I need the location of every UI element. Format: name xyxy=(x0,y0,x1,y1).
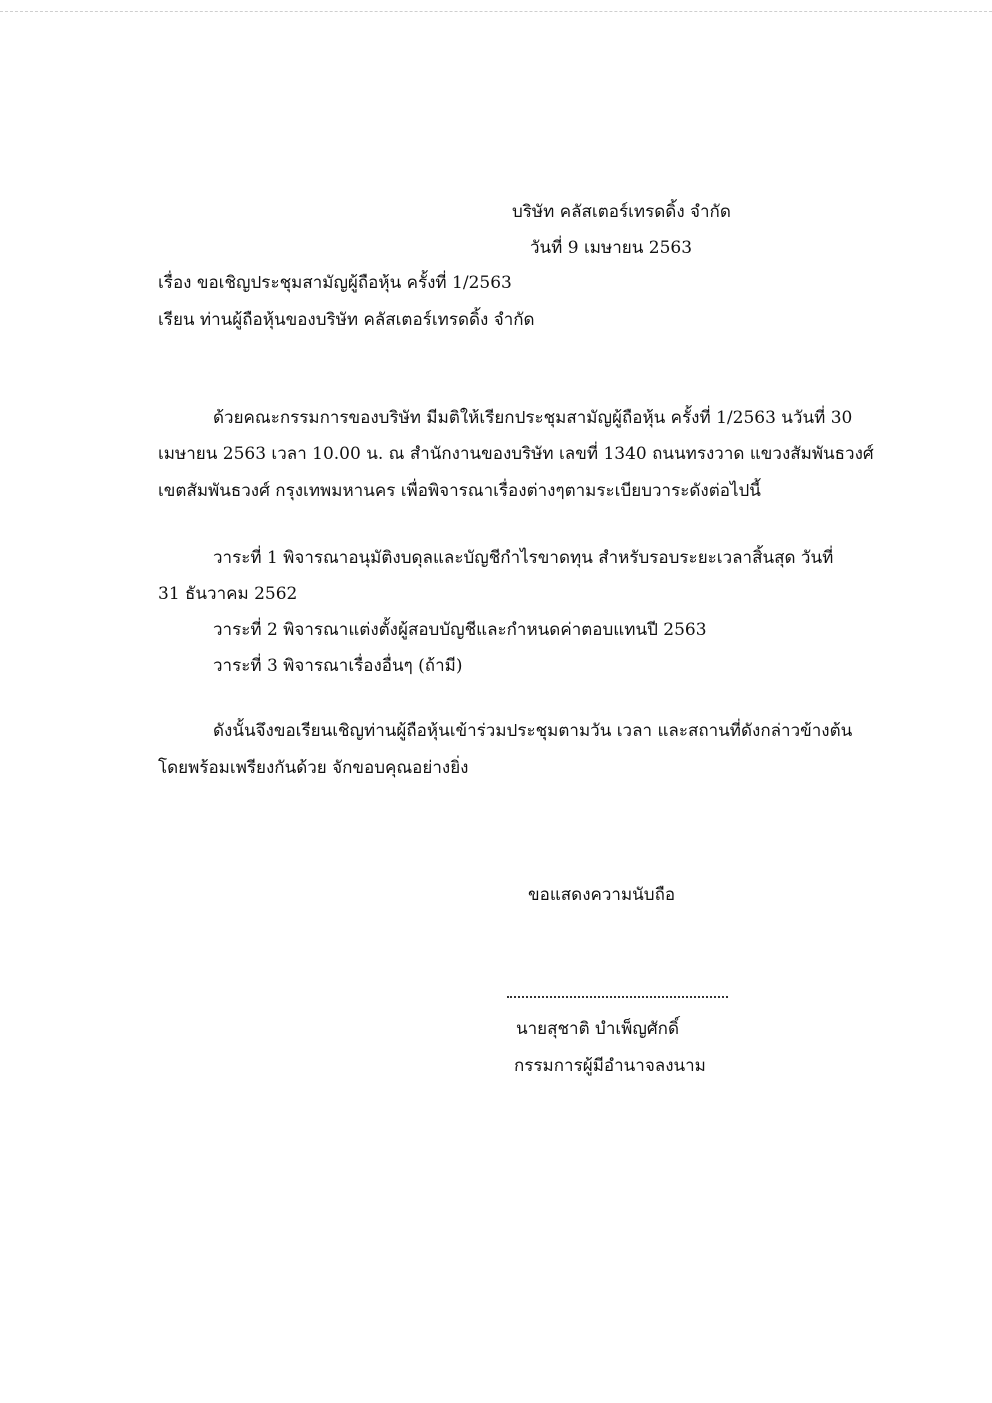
letter-salutation: เรียน ท่านผู้ถือหุ้นของบริษัท คลัสเตอร์เทรดดิ้ง จำกัด xyxy=(158,310,535,330)
signature-line xyxy=(507,996,728,998)
letter-date: วันที่ 9 เมษายน 2563 xyxy=(530,238,693,258)
signatory-name: นายสุชาติ บำเพ็ญศักดิ์ xyxy=(516,1019,679,1039)
letter-subject: เรื่อง ขอเชิญประชุมสามัญผู้ถือหุ้น ครั้งที่ 1/2563 xyxy=(158,273,512,293)
closing-paragraph-line: ดังนั้นจึงขอเรียนเชิญท่านผู้ถือหุ้นเข้าร่วมประชุมตามวัน เวลา และสถานที่ดังกล่าวข้างต้น xyxy=(213,721,853,741)
company-name: บริษัท คลัสเตอร์เทรดดิ้ง จำกัด xyxy=(512,202,731,222)
intro-paragraph-line: เขตสัมพันธวงศ์ กรุงเทพมหานคร เพื่อพิจารณาเรื่องต่างๆตามระเบียบวาระดังต่อไปนี้ xyxy=(158,481,761,501)
intro-paragraph-line: เมษายน 2563 เวลา 10.00 น. ณ สำนักงานของบริษัท เลขที่ 1340 ถนนทรงวาด แขวงสัมพันธวงศ์ xyxy=(158,444,874,464)
agenda-item-1-line: 31 ธันวาคม 2562 xyxy=(158,584,298,604)
signatory-title: กรรมการผู้มีอำนาจลงนาม xyxy=(514,1056,706,1076)
scan-top-edge xyxy=(0,11,992,12)
closing-paragraph-line: โดยพร้อมเพรียงกันด้วย จักขอบคุณอย่างยิ่ง xyxy=(158,758,469,778)
agenda-item-2: วาระที่ 2 พิจารณาแต่งตั้งผู้สอบบัญชีและกำหนดค่าตอบแทนปี 2563 xyxy=(213,620,707,640)
closing-regards: ขอแสดงความนับถือ xyxy=(528,885,676,905)
agenda-item-1-line: วาระที่ 1 พิจารณาอนุมัติงบดุลและบัญชีกำไรขาดทุน สำหรับรอบระยะเวลาสิ้นสุด วันที่ xyxy=(213,548,834,568)
agenda-item-3: วาระที่ 3 พิจารณาเรื่องอื่นๆ (ถ้ามี) xyxy=(213,656,463,676)
intro-paragraph-line: ด้วยคณะกรรมการของบริษัท มีมติให้เรียกประชุมสามัญผู้ถือหุ้น ครั้งที่ 1/2563 นวันที่ 30 xyxy=(213,408,853,428)
